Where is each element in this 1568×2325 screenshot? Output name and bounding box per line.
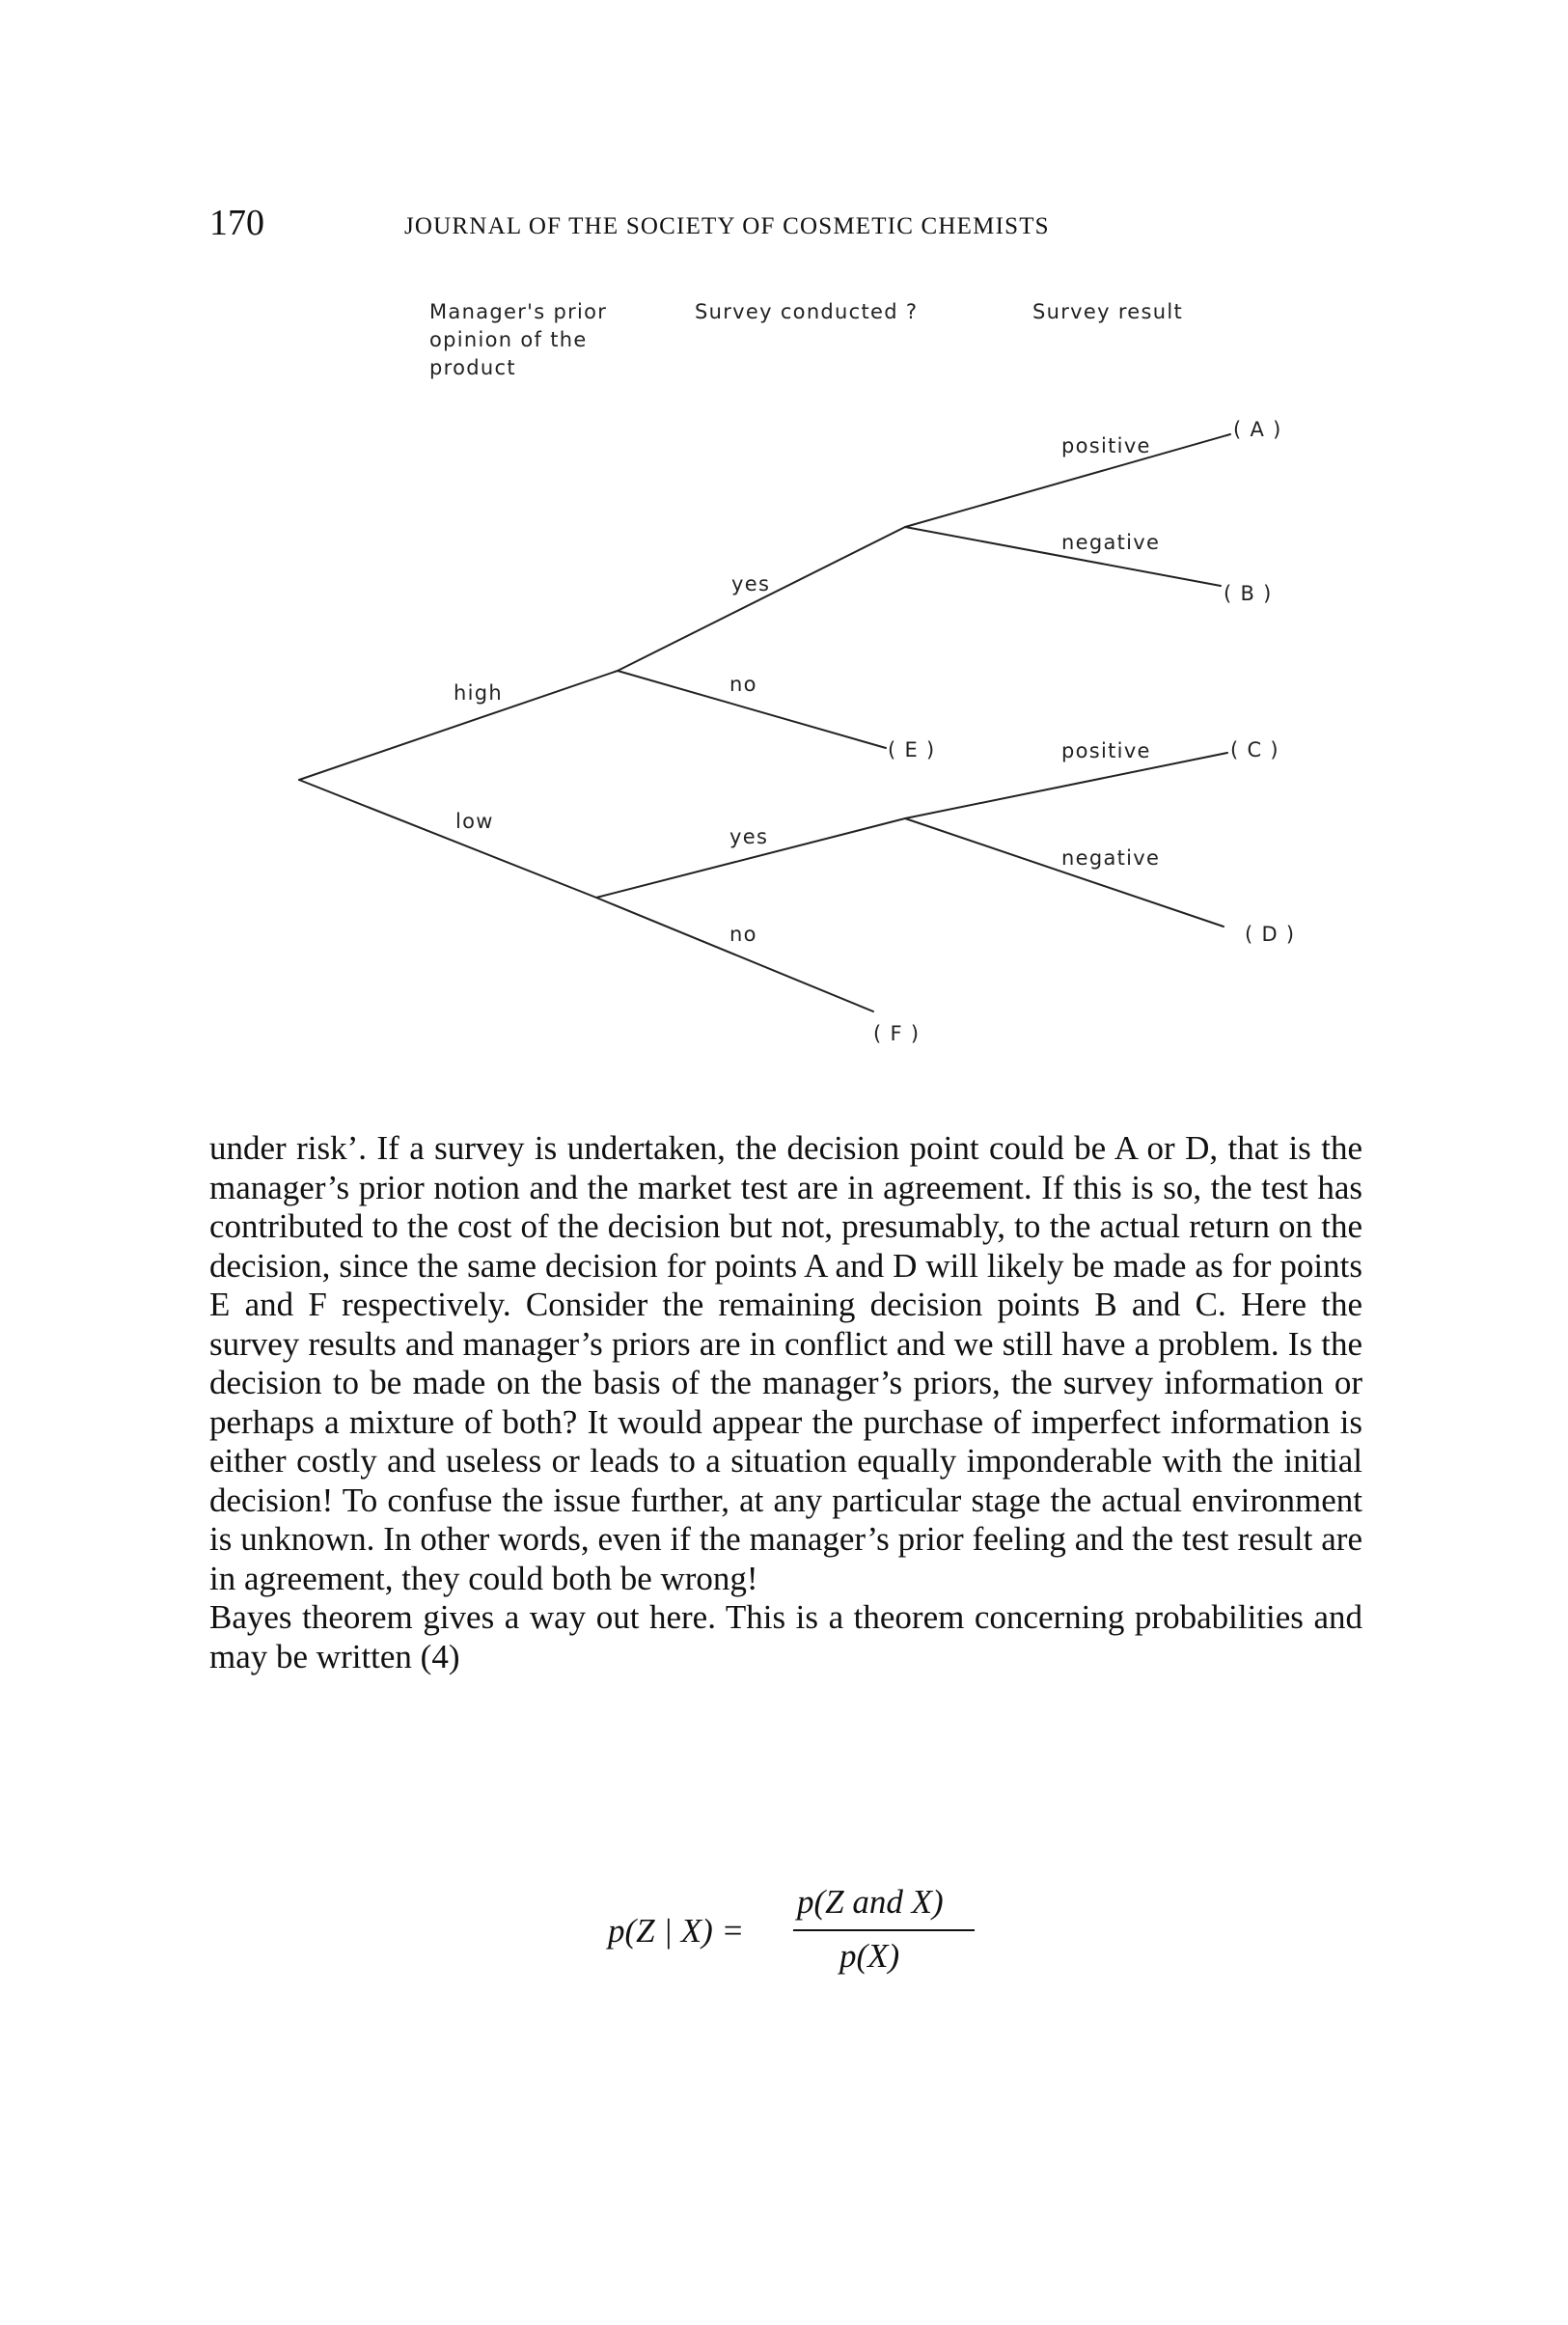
paragraph-2: Bayes theorem gives a way out here. This is a theorem concerning probabilities and may be written (4) [209,1598,1362,1675]
branch-high-yes [618,527,905,671]
paragraph-1: under risk’. If a survey is undertaken, the decision point could be A or D, that is the manager’s prior notion and the market test are in agreement. If this is so, the test has contributed to the cost of the decision but not, presumably, to the actual return on the decision, since the same decision for points A and D will likely be made as for points E and F respectively. Consider the remaining decision points B and C. Here the survey results and manager’s priors are in conflict and we still have a problem. Is the decision to be made on the basis of the manager’s priors, the survey information or perhaps a mixture of both? It would appear the purchase of imperfect information is either costly and useless or leads to a situation equally imponderable with the initial decision! To confuse the issue further, at any particular stage the actual environment is unknown. In other words, even if the manager’s prior feeling and the test result are in agreement, they could both be wrong! [209,1129,1362,1597]
label-low: low [455,810,494,833]
branch-low-yes-positive [905,753,1227,818]
survey-result-header: Survey result [1032,300,1184,323]
body-text [209,1129,1362,1676]
page-number: 170 [209,203,264,243]
prior-opinion-header-line3: product [429,356,516,379]
bayes-formula-svg [0,1872,1568,1988]
decision-tree-figure [0,0,1568,1081]
label-yes-upper: yes [731,572,771,595]
outcome-c: ( C ) [1230,738,1279,761]
bayes-formula [0,1872,1568,1988]
prior-opinion-header-line2: opinion of the [429,328,588,351]
outcome-f: ( F ) [873,1022,921,1045]
label-no-lower: no [729,923,757,946]
outcome-a: ( A ) [1233,418,1282,441]
survey-conducted-header: Survey conducted ? [695,300,919,323]
label-yes-lower: yes [729,825,769,848]
label-positive-upper: positive [1061,434,1151,457]
label-negative-lower: negative [1061,846,1161,870]
decision-tree-svg [0,0,1568,1081]
branch-low-no [596,898,873,1011]
label-negative-upper: negative [1061,531,1161,554]
outcome-b: ( B ) [1224,582,1273,605]
prior-opinion-header-line1: Manager's prior [429,300,608,323]
label-high: high [454,681,503,705]
branch-low-yes-negative [905,818,1224,927]
label-positive-lower: positive [1061,739,1151,762]
formula-numerator: p(Z and X) [797,1883,944,1921]
formula-denominator: p(X) [839,1937,900,1975]
label-no-upper: no [729,673,757,696]
outcome-e: ( E ) [888,738,936,761]
branch-low [299,780,596,898]
formula-lhs: p(Z | X) = [608,1912,745,1950]
outcome-d: ( D ) [1245,923,1296,946]
journal-title: JOURNAL OF THE SOCIETY OF COSMETIC CHEMISTS [404,213,1050,239]
